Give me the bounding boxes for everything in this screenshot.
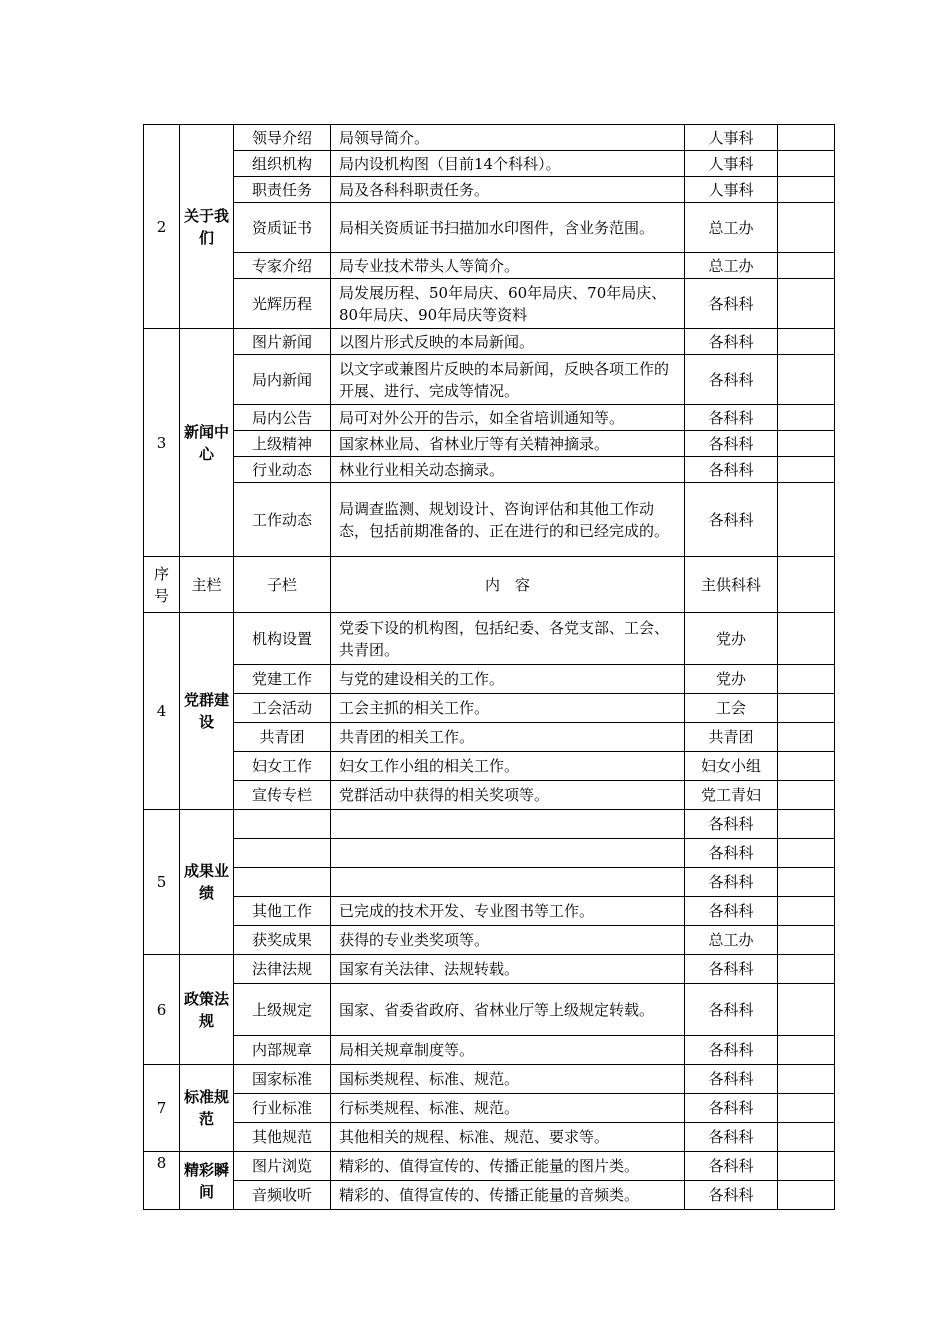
remark-cell <box>778 613 835 665</box>
dept-cell: 各科科 <box>685 984 778 1036</box>
sub-column: 领导介绍 <box>234 125 331 151</box>
sub-column: 职责任务 <box>234 177 331 203</box>
dept-cell: 党工青妇 <box>685 781 778 810</box>
sub-column: 机构设置 <box>234 613 331 665</box>
content-cell: 局相关规章制度等。 <box>331 1036 685 1065</box>
sub-column <box>234 868 331 897</box>
sub-column: 上级精神 <box>234 431 331 457</box>
sub-column: 音频收听 <box>234 1181 331 1210</box>
content-cell: 党委下设的机构图，包括纪委、各党支部、工会、共青团。 <box>331 613 685 665</box>
sub-column: 局内公告 <box>234 405 331 431</box>
sub-column: 组织机构 <box>234 151 331 177</box>
sub-column: 光辉历程 <box>234 279 331 329</box>
dept-cell: 各科科 <box>685 1152 778 1181</box>
content-cell: 局发展历程、50年局庆、60年局庆、70年局庆、80年局庆、90年局庆等资料 <box>331 279 685 329</box>
dept-cell: 共青团 <box>685 723 778 752</box>
remark-cell <box>778 723 835 752</box>
content-cell: 国标类规程、标准、规范。 <box>331 1065 685 1094</box>
dept-cell: 各科科 <box>685 897 778 926</box>
dept-cell: 各科科 <box>685 279 778 329</box>
sub-column: 图片浏览 <box>234 1152 331 1181</box>
column-plan-table <box>143 124 835 1210</box>
remark-cell <box>778 1065 835 1094</box>
section-number: 2 <box>144 125 180 329</box>
remark-cell <box>778 279 835 329</box>
content-cell: 其他相关的规程、标准、规范、要求等。 <box>331 1123 685 1152</box>
section-main-column: 成果业绩 <box>180 810 234 955</box>
sub-column: 党建工作 <box>234 665 331 694</box>
remark-cell <box>778 177 835 203</box>
dept-cell: 总工办 <box>685 203 778 253</box>
dept-cell: 总工办 <box>685 253 778 279</box>
remark-cell <box>778 1094 835 1123</box>
sub-column: 局内新闻 <box>234 355 331 405</box>
remark-cell <box>778 781 835 810</box>
sub-column: 其他工作 <box>234 897 331 926</box>
section-number: 5 <box>144 810 180 955</box>
dept-cell: 妇女小组 <box>685 752 778 781</box>
content-cell <box>331 868 685 897</box>
section-main-column: 关于我们 <box>180 125 234 329</box>
content-cell: 局专业技术带头人等简介。 <box>331 253 685 279</box>
sub-column: 内部规章 <box>234 1036 331 1065</box>
header-content: 内 容 <box>331 557 685 613</box>
content-cell: 国家、省委省政府、省林业厅等上级规定转载。 <box>331 984 685 1036</box>
remark-cell <box>778 125 835 151</box>
sub-column: 法律法规 <box>234 955 331 984</box>
remark-cell <box>778 984 835 1036</box>
section-number: 6 <box>144 955 180 1065</box>
section-number: 4 <box>144 613 180 810</box>
dept-cell: 各科科 <box>685 329 778 355</box>
dept-cell: 各科科 <box>685 1036 778 1065</box>
remark-cell <box>778 897 835 926</box>
dept-cell: 各科科 <box>685 431 778 457</box>
content-cell: 以文字或兼图片反映的本局新闻，反映各项工作的开展、进行、完成等情况。 <box>331 355 685 405</box>
sub-column: 行业标准 <box>234 1094 331 1123</box>
remark-cell <box>778 752 835 781</box>
sub-column: 图片新闻 <box>234 329 331 355</box>
remark-cell <box>778 457 835 483</box>
remark-cell <box>778 253 835 279</box>
remark-cell <box>778 868 835 897</box>
sub-column: 专家介绍 <box>234 253 331 279</box>
dept-cell: 各科科 <box>685 868 778 897</box>
section-main-column: 精彩瞬间 <box>180 1152 234 1210</box>
content-cell: 局调查监测、规划设计、咨询评估和其他工作动态，包括前期准备的、正在进行的和已经完成的。 <box>331 483 685 557</box>
remark-cell <box>778 810 835 839</box>
section-main-column: 党群建设 <box>180 613 234 810</box>
section-main-column: 政策法规 <box>180 955 234 1065</box>
content-cell: 国家有关法律、法规转载。 <box>331 955 685 984</box>
content-cell: 行标类规程、标准、规范。 <box>331 1094 685 1123</box>
dept-cell: 各科科 <box>685 483 778 557</box>
sub-column: 其他规范 <box>234 1123 331 1152</box>
content-cell <box>331 839 685 868</box>
content-cell: 林业行业相关动态摘录。 <box>331 457 685 483</box>
content-cell: 精彩的、值得宣传的、传播正能量的图片类。 <box>331 1152 685 1181</box>
content-cell: 局内设机构图（目前14个科科）。 <box>331 151 685 177</box>
remark-cell <box>778 1036 835 1065</box>
dept-cell: 总工办 <box>685 926 778 955</box>
section-number: 7 <box>144 1065 180 1152</box>
remark-cell <box>778 151 835 177</box>
sub-column: 共青团 <box>234 723 331 752</box>
dept-cell: 各科科 <box>685 457 778 483</box>
content-cell: 已完成的技术开发、专业图书等工作。 <box>331 897 685 926</box>
remark-cell <box>778 1152 835 1181</box>
sub-column: 上级规定 <box>234 984 331 1036</box>
dept-cell: 人事科 <box>685 177 778 203</box>
dept-cell: 各科科 <box>685 839 778 868</box>
sub-column: 工作动态 <box>234 483 331 557</box>
header-main: 主栏 <box>180 557 234 613</box>
content-cell <box>331 810 685 839</box>
dept-cell: 各科科 <box>685 1094 778 1123</box>
remark-cell <box>778 1123 835 1152</box>
sub-column <box>234 839 331 868</box>
remark-cell <box>778 694 835 723</box>
sub-column: 获奖成果 <box>234 926 331 955</box>
content-cell: 局相关资质证书扫描加水印图件，含业务范围。 <box>331 203 685 253</box>
sub-column <box>234 810 331 839</box>
sub-column: 国家标准 <box>234 1065 331 1094</box>
sub-column: 宣传专栏 <box>234 781 331 810</box>
content-cell: 局及各科科职责任务。 <box>331 177 685 203</box>
remark-cell <box>778 926 835 955</box>
remark-cell <box>778 955 835 984</box>
dept-cell: 各科科 <box>685 405 778 431</box>
content-cell: 党群活动中获得的相关奖项等。 <box>331 781 685 810</box>
content-cell: 与党的建设相关的工作。 <box>331 665 685 694</box>
header-remark <box>778 557 835 613</box>
content-cell: 妇女工作小组的相关工作。 <box>331 752 685 781</box>
content-cell: 精彩的、值得宣传的、传播正能量的音频类。 <box>331 1181 685 1210</box>
header-number: 序号 <box>144 557 180 613</box>
dept-cell: 各科科 <box>685 355 778 405</box>
remark-cell <box>778 405 835 431</box>
section-main-column: 新闻中心 <box>180 329 234 557</box>
dept-cell: 各科科 <box>685 1123 778 1152</box>
remark-cell <box>778 665 835 694</box>
dept-cell: 党办 <box>685 613 778 665</box>
sub-column: 资质证书 <box>234 203 331 253</box>
remark-cell <box>778 329 835 355</box>
content-cell: 以图片形式反映的本局新闻。 <box>331 329 685 355</box>
dept-cell: 各科科 <box>685 810 778 839</box>
dept-cell: 人事科 <box>685 125 778 151</box>
content-cell: 获得的专业类奖项等。 <box>331 926 685 955</box>
content-cell: 局可对外公开的告示，如全省培训通知等。 <box>331 405 685 431</box>
header-dept: 主供科科 <box>685 557 778 613</box>
section-number: 3 <box>144 329 180 557</box>
remark-cell <box>778 1181 835 1210</box>
dept-cell: 各科科 <box>685 1065 778 1094</box>
dept-cell: 人事科 <box>685 151 778 177</box>
remark-cell <box>778 431 835 457</box>
sub-column: 妇女工作 <box>234 752 331 781</box>
content-cell: 局领导简介。 <box>331 125 685 151</box>
sub-column: 工会活动 <box>234 694 331 723</box>
remark-cell <box>778 203 835 253</box>
sub-column: 行业动态 <box>234 457 331 483</box>
dept-cell: 工会 <box>685 694 778 723</box>
content-cell: 共青团的相关工作。 <box>331 723 685 752</box>
section-main-column: 标准规范 <box>180 1065 234 1152</box>
header-sub: 子栏 <box>234 557 331 613</box>
remark-cell <box>778 355 835 405</box>
remark-cell <box>778 839 835 868</box>
content-cell: 工会主抓的相关工作。 <box>331 694 685 723</box>
dept-cell: 各科科 <box>685 1181 778 1210</box>
content-cell: 国家林业局、省林业厅等有关精神摘录。 <box>331 431 685 457</box>
dept-cell: 各科科 <box>685 955 778 984</box>
dept-cell: 党办 <box>685 665 778 694</box>
remark-cell <box>778 483 835 557</box>
section-number: 8 <box>144 1152 180 1210</box>
